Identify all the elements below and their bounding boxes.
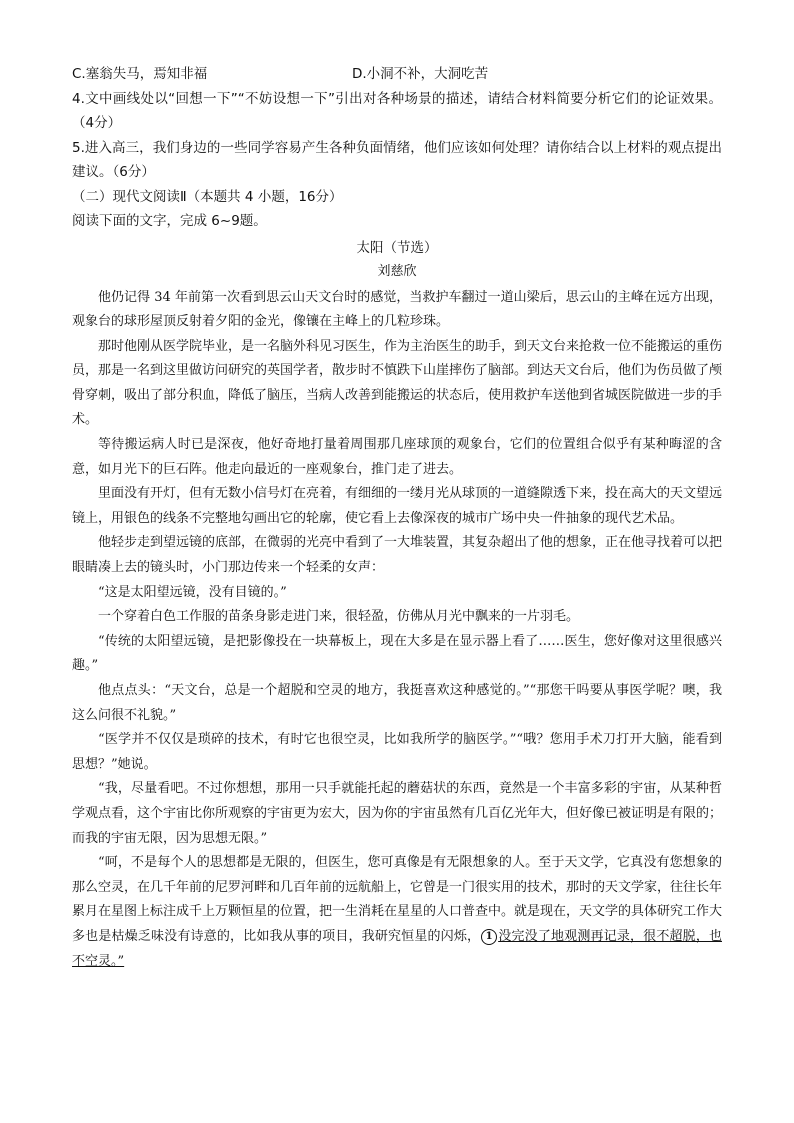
article-body — [72, 286, 722, 975]
paragraph: “这是太阳望远镜，没有目镜的。” — [98, 584, 287, 600]
paragraph-last — [72, 851, 722, 974]
paragraph: 他轻步走到望远镜的底部，在微弱的光亮中看到了一大堆装置，其复杂超出了他的想象，正在他寻找着可以把眼睛凑上去的镜头时，小门那边传来一个轻柔的女声： — [72, 535, 723, 576]
article-title: 太阳（节选） — [356, 239, 438, 256]
question-4: 4.文中画线处以“回想一下”“不妨设想一下”引出对各种场景的描述，请结合材料简要分析它们的论证效果。（4分） — [72, 90, 722, 131]
paragraph: 等待搬运病人时已是深夜，他好奇地打量着周围那几座球顶的观象台，它们的位置组合似乎有某种晦涩的含意，如月光下的巨石阵。他走向最近的一座观象台，推门走了进去。 — [72, 437, 722, 477]
article-author: 刘慈欣 — [377, 263, 417, 279]
paragraph: “医学并不仅仅是琐碎的技术，有时它也很空灵，比如我所学的脑医学。”“哦？您用手术刀打开大脑，能看到思想？”她说。 — [72, 732, 722, 772]
underlined-text: 没完没了地观测再记录，很不超脱，也不空灵。” — [72, 928, 722, 969]
option-c: C.塞翁失马，焉知非福 — [72, 66, 208, 82]
paragraph: 他点点头：“天文台，总是一个超脱和空灵的地方，我挺喜欢这种感觉的。”“那您干吗要从事医学呢？噢，我这么问很不礼貌。” — [72, 683, 722, 723]
paragraph-text: “呵，不是每个人的思想都是无限的，但医生，您可真像是有无限想象的人。至于天文学，它真没有您想象的那么空灵，在几千年前的尼罗河畔和几百年前的远航船上，它曾是一门很实用的技术，那时的天文学家，往往长年累月在星图上标注成千上万颗恒星的位置，把一生消耗在星星的人口普查中。就是现在，天文学的具体研究工作大多也是枯燥乏味没有诗意的，比如我从事的项目，我研究恒星的闪烁， — [72, 855, 723, 944]
section-heading: （二）现代文阅读Ⅱ（本题共 4 小题，16分） — [72, 188, 343, 205]
reading-instruction: 阅读下面的文字，完成 6~9题。 — [72, 213, 267, 229]
circled-number-marker: 1 — [481, 929, 497, 945]
paragraph: 一个穿着白色工作服的苗条身影走进门来，很轻盈，仿佛从月光中飘来的一片羽毛。 — [98, 609, 580, 625]
paragraph: 那时他刚从医学院毕业，是一名脑外科见习医生，作为主治医生的助手，到天文台来抢救一位不能搬运的重伤员，那是一名到这里做访问研究的英国学者，散步时不慎跌下山崖摔伤了脑部。到达天文台后，他们为伤员做了颅骨穿刺，吸出了部分积血，降低了脑压，当病人改善到能搬运的状态后，使用救护车送他到省城医院做进一步的手术。 — [72, 338, 723, 428]
answer-options — [72, 62, 722, 87]
paragraph: 里面没有开灯，但有无数小信号灯在亮着，有细细的一缕月光从球顶的一道缝隙透下来，投在高大的天文望远镜上，用银色的线条不完整地勾画出它的轮廓，使它看上去像深夜的城市广场中央一件抽象的现代艺术品。 — [72, 486, 723, 526]
paragraph: 他仍记得 34 年前第一次看到思云山天文台时的感觉，当救护车翻过一道山梁后，思云山的主峰在远方出现，观象台的球形屋顶反射着夕阳的金光，像镶在主峰上的几粒珍珠。 — [72, 289, 722, 330]
option-d: D.小洞不补，大洞吃苦 — [352, 66, 489, 82]
paragraph: “传统的太阳望远镜，是把影像投在一块幕板上，现在大多是在显示器上看了……医生，您好像对这里很感兴趣。” — [72, 633, 722, 674]
question-5: 5.进入高三，我们身边的一些同学容易产生各种负面情绪，他们应该如何处理？请你结合以上材料的观点提出建议。（6分） — [72, 139, 722, 180]
paragraph: “我，尽量看吧。不过你想想，那用一只手就能托起的蘑菇状的东西，竟然是一个丰富多彩的宇宙，从某种哲学观点看，这个宇宙比你所观察的宇宙更为宏大，因为你的宇宙虽然有几百亿光年大，但好像已被证明是有限的；而我的宇宙无限，因为思想无限。” — [72, 781, 723, 846]
